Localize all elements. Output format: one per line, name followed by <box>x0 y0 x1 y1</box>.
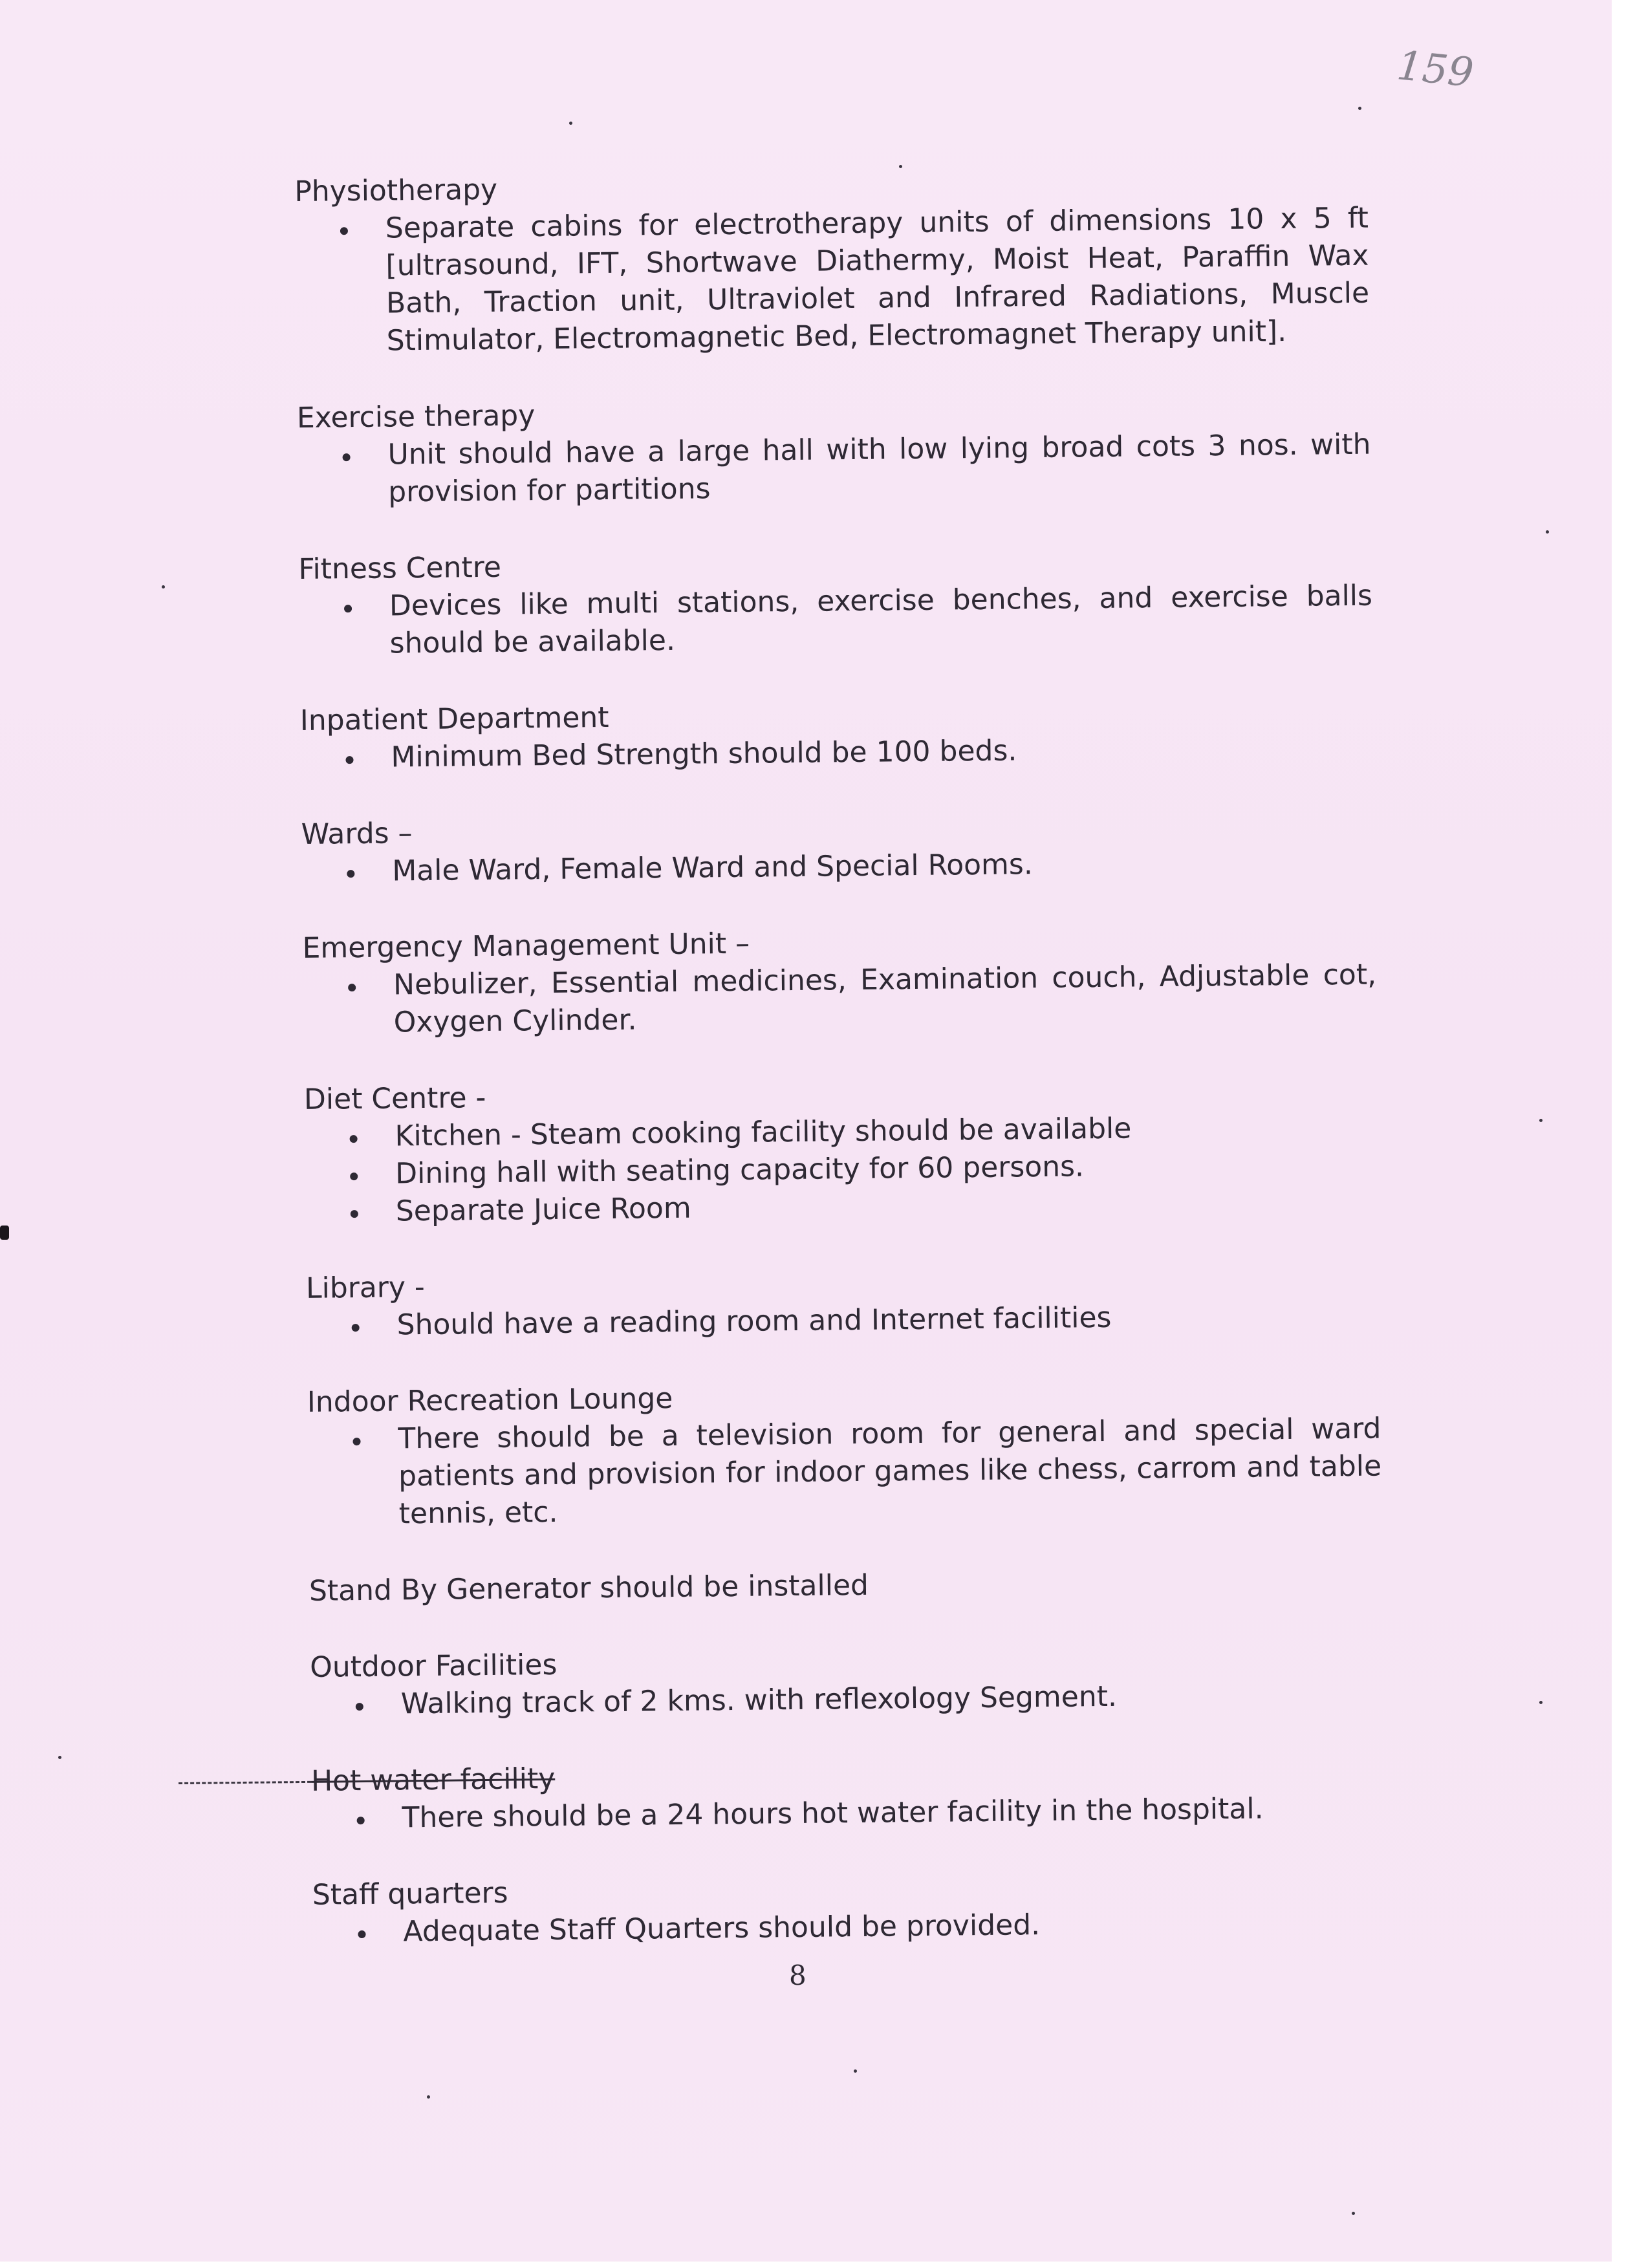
scan-speck <box>1539 1119 1543 1122</box>
bullet-list <box>297 426 1371 512</box>
scan-border-right <box>1612 0 1635 2268</box>
section-title: Exercise therapy <box>296 399 536 435</box>
section-title: Staff quarters <box>312 1876 508 1912</box>
list-item: Adequate Staff Quarters should be provided. <box>403 1903 1387 1950</box>
handwritten-page-mark: 159 <box>1394 41 1476 96</box>
section-title: Library - <box>305 1270 426 1305</box>
punch-mark <box>0 1226 9 1240</box>
section-title: Emergency Management Unit – <box>302 927 750 965</box>
list-item: Male Ward, Female Ward and Special Rooms. <box>392 843 1376 891</box>
section-title: Stand By Generator should be installed <box>309 1568 869 1608</box>
list-item: Unit should have a large hall with low lying broad cots 3 nos. with provision for partitions <box>387 426 1371 512</box>
list-item: Dining hall with seating capacity for 60 persons. <box>395 1145 1379 1193</box>
section-library <box>306 1259 1380 1345</box>
section-title: Wards – <box>301 817 413 851</box>
bullet-list <box>299 578 1373 664</box>
section-title-text: Hot water facility <box>310 1762 556 1798</box>
section-hot-water-facility <box>311 1751 1385 1837</box>
section-diet-centre <box>304 1070 1379 1231</box>
section-indoor-recreation-lounge <box>307 1373 1382 1534</box>
section-title: Inpatient Department <box>299 700 609 737</box>
section-title: Indoor Recreation Lounge <box>307 1381 673 1419</box>
scan-border-bottom <box>0 2262 1635 2268</box>
strike-lead-line <box>179 1781 311 1784</box>
list-item: Nebulizer, Essential medicines, Examination couch, Adjustable cot, Oxygen Cylinder. <box>393 956 1377 1042</box>
bullet-list <box>303 956 1377 1042</box>
list-item: There should be a television room for general and special ward patients and provision for indoor games like chess, carrom and table tennis, etc. <box>398 1410 1382 1533</box>
bullet-list <box>295 200 1370 361</box>
bullet-list <box>307 1410 1382 1534</box>
scan-speck <box>569 122 572 125</box>
scan-speck <box>1539 1701 1543 1704</box>
scan-speck <box>1546 530 1549 534</box>
section-exercise-therapy <box>297 389 1372 512</box>
section-wards <box>301 805 1375 891</box>
section-title: Fitness Centre <box>298 550 502 586</box>
scan-speck <box>854 2069 857 2073</box>
list-item: There should be a 24 hours hot water facility in the hospital. <box>402 1789 1385 1837</box>
section-title: Outdoor Facilities <box>309 1648 558 1684</box>
section-title: Diet Centre - <box>303 1081 486 1116</box>
scan-speck <box>58 1756 61 1759</box>
section-title: Physiotherapy <box>294 173 498 208</box>
section-stand-by-generator <box>309 1561 1383 1610</box>
list-item: Minimum Bed Strength should be 100 beds. <box>391 729 1374 777</box>
scan-speck <box>162 585 165 589</box>
section-physiotherapy <box>294 162 1370 361</box>
scan-speck <box>1358 107 1361 110</box>
document-body <box>294 162 1387 1991</box>
list-item: Walking track of 2 kms. with reflexology Segment. <box>400 1675 1384 1723</box>
list-item: Should have a reading room and Internet facilities <box>396 1297 1380 1345</box>
section-outdoor-facilities <box>310 1637 1384 1723</box>
page-number: 8 <box>789 1960 807 1991</box>
bullet-list <box>304 1108 1379 1231</box>
section-inpatient-department <box>300 691 1374 777</box>
list-item: Separate Juice Room <box>396 1183 1380 1231</box>
scan-speck <box>427 2095 430 2099</box>
scan-speck <box>1352 2212 1355 2215</box>
scan-speck <box>899 165 902 168</box>
list-item: Devices like multi stations, exercise benches, and exercise balls should be available. <box>389 578 1373 663</box>
section-staff-quarters <box>312 1865 1387 1951</box>
list-item: Kitchen - Steam cooking facility should be available <box>395 1108 1378 1156</box>
section-fitness-centre <box>298 540 1373 664</box>
section-emergency-management-unit <box>302 919 1377 1042</box>
list-item: Separate cabins for electrotherapy units of dimensions 10 x 5 ft [ultrasound, IFT, Shortwave Diathermy, Moist Heat, Paraffin Wax Bath, Traction unit, Ultraviolet and Infrared Radiations, Muscle Stimulator, Electromagnetic Bed, Electromagnet Therapy unit]. <box>385 200 1370 360</box>
